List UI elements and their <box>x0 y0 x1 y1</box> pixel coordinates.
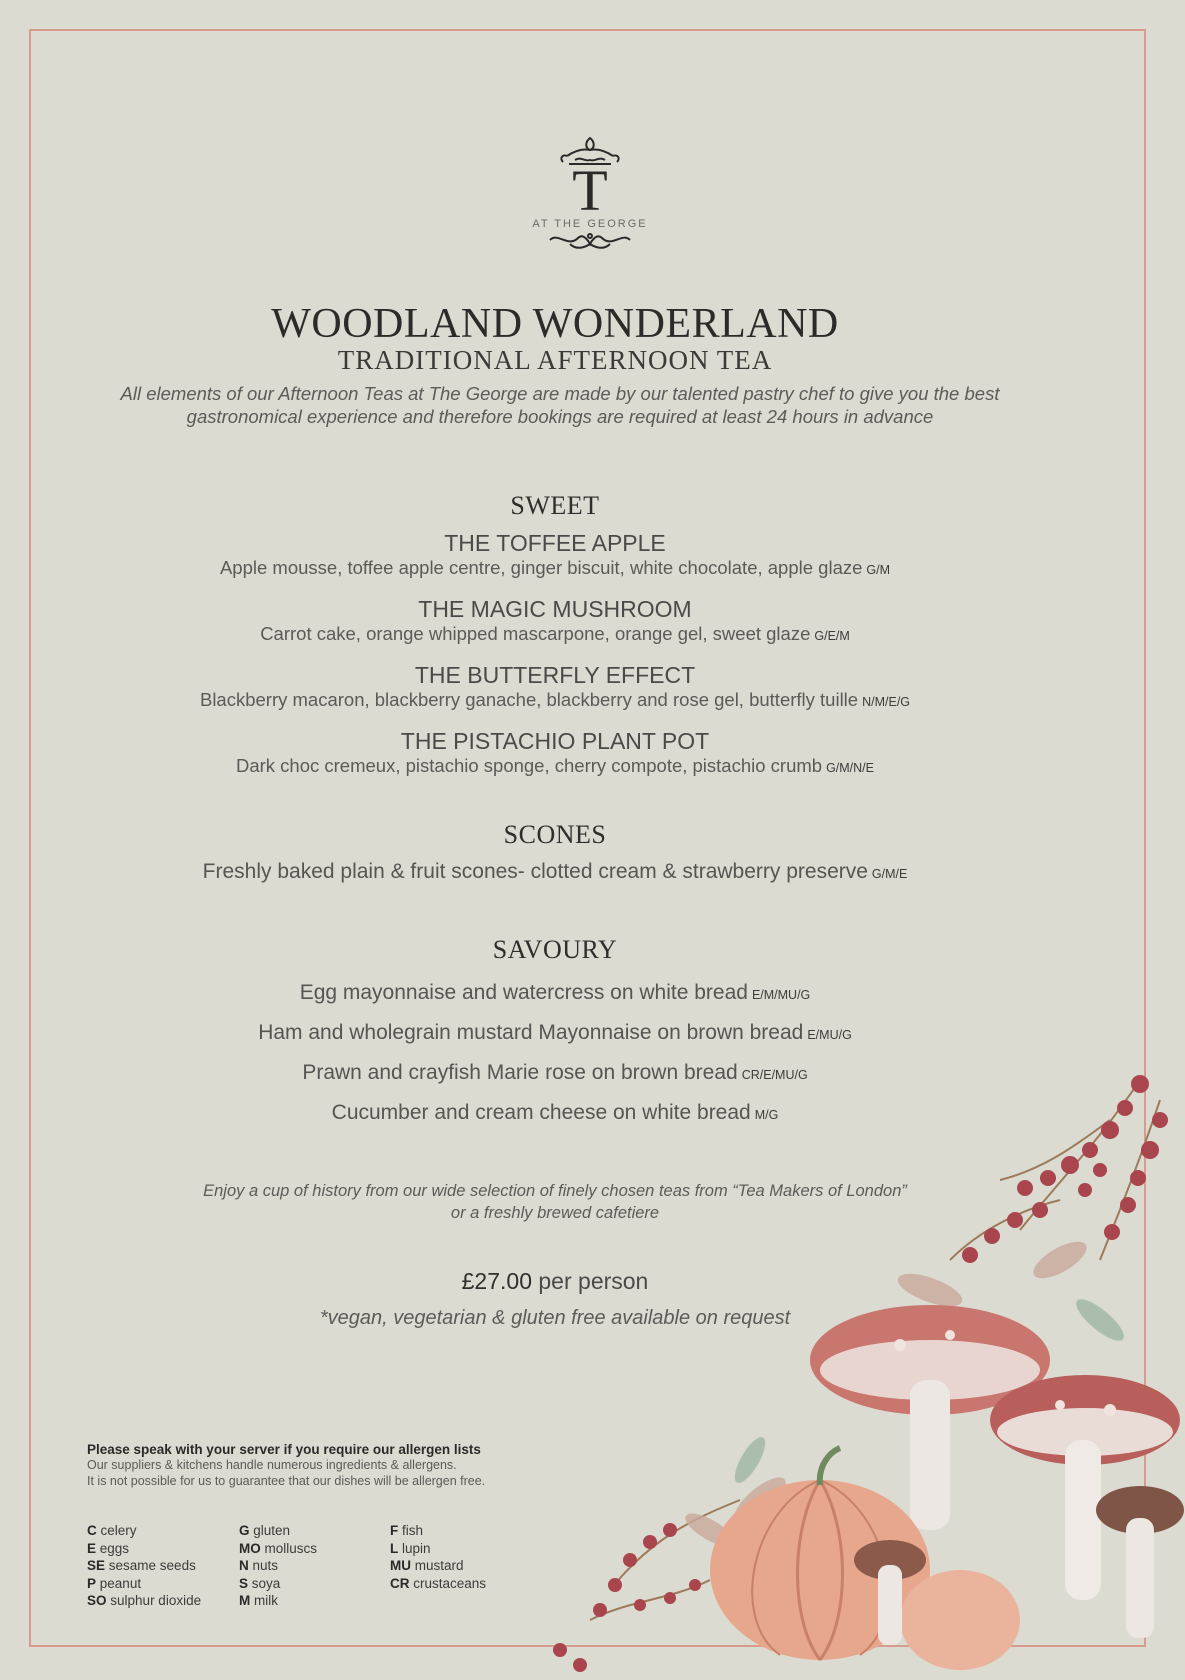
allergen-codes: N/M/E/G <box>862 695 911 709</box>
item-description: Apple mousse, toffee apple centre, ginger biscuit, white chocolate, apple glaze G/M <box>219 557 891 578</box>
legend-entry: F fish <box>390 1523 424 1538</box>
legend-entry: CR crustaceans <box>390 1575 487 1591</box>
item-description: Blackberry macaron, blackberry ganache, blackberry and rose gel, butterfly tuille N/M/E/G <box>199 689 911 710</box>
allergen-codes: G/M/E <box>871 867 908 881</box>
savoury-item: Egg mayonnaise and watercress on white bread E/M/MU/G <box>299 981 811 1004</box>
allergen-info-line-2: It is not possible for us to guarantee that our dishes will be allergen free. <box>87 1474 486 1488</box>
price-unit: per person <box>538 1268 649 1294</box>
sweet-item <box>0 595 1110 647</box>
legend-entry: P peanut <box>87 1575 142 1591</box>
legend-column-1 <box>87 1522 201 1610</box>
allergen-codes: G/M/N/E <box>826 761 874 775</box>
ornament-bottom-icon <box>540 230 640 252</box>
sweet-item <box>0 661 1110 713</box>
intro-text <box>120 382 1000 428</box>
legend-column-2 <box>239 1522 317 1610</box>
logo <box>520 134 660 264</box>
legend-entry: S soya <box>239 1575 281 1591</box>
allergen-info-heading: Please speak with your server if you require our allergen lists <box>87 1442 481 1457</box>
legend-entry: M milk <box>239 1593 279 1608</box>
intro-line-1: All elements of our Afternoon Teas at The George are made by our talented pastry chef to give you the best <box>120 383 1000 404</box>
item-name: THE PISTACHIO PLANT POT <box>400 728 710 754</box>
allergen-info-line-1: Our suppliers & kitchens handle numerous ingredients & allergens. <box>87 1458 457 1472</box>
tea-note-line-1: Enjoy a cup of history from our wide selection of finely chosen teas from “Tea Makers of London” <box>203 1182 907 1200</box>
savoury-item: Cucumber and cream cheese on white bread M/G <box>331 1101 779 1124</box>
sweet-item <box>0 529 1110 581</box>
legend-entry: C celery <box>87 1523 137 1538</box>
menu-title: WOODLAND WONDERLAND <box>271 301 839 347</box>
allergen-codes: E/MU/G <box>807 1028 852 1042</box>
allergen-codes: M/G <box>754 1108 779 1122</box>
legend-entry: E eggs <box>87 1540 130 1556</box>
legend-column-3 <box>390 1522 486 1592</box>
woodland-decoration-icon <box>500 1060 1185 1680</box>
intro-line-2: gastronomical experience and therefore bookings are required at least 24 hours in advance <box>186 406 934 427</box>
allergen-codes: CR/E/MU/G <box>741 1068 808 1082</box>
savoury-item: Ham and wholegrain mustard Mayonnaise on brown bread E/MU/G <box>258 1021 852 1044</box>
price-amount: £27.00 <box>461 1268 532 1294</box>
logo-subtitle: AT THE GEORGE <box>532 218 648 230</box>
legend-entry: SO sulphur dioxide <box>87 1593 202 1608</box>
allergen-codes: G/E/M <box>814 629 850 643</box>
dietary-note: *vegan, vegetarian & gluten free available on request <box>319 1307 791 1329</box>
legend-entry: L lupin <box>390 1540 431 1556</box>
legend-entry: MO molluscs <box>239 1540 318 1556</box>
sweet-item <box>0 727 1110 779</box>
savoury-heading: SAVOURY <box>492 935 618 964</box>
savoury-item: Prawn and crayfish Marie rose on brown bread CR/E/MU/G <box>302 1061 808 1084</box>
sweet-heading: SWEET <box>510 491 600 520</box>
legend-entry: MU mustard <box>390 1558 464 1573</box>
item-name: THE BUTTERFLY EFFECT <box>414 662 696 688</box>
allergen-codes: E/M/MU/G <box>751 988 811 1002</box>
scones-heading: SCONES <box>503 820 607 849</box>
logo-letter: T <box>572 158 608 223</box>
item-description: Dark choc cremeux, pistachio sponge, cherry compote, pistachio crumb G/M/N/E <box>235 755 874 776</box>
tea-note-line-2: or a freshly brewed cafetiere <box>450 1204 660 1222</box>
legend-entry: G gluten <box>239 1523 291 1538</box>
item-description: Carrot cake, orange whipped mascarpone, orange gel, sweet glaze G/E/M <box>260 623 850 644</box>
item-name: THE TOFFEE APPLE <box>444 530 666 556</box>
allergen-codes: G/M <box>866 563 891 577</box>
scones-description: Freshly baked plain & fruit scones- clotted cream & strawberry preserve G/M/E <box>202 860 908 883</box>
legend-entry: SE sesame seeds <box>87 1558 196 1573</box>
item-name: THE MAGIC MUSHROOM <box>418 596 692 622</box>
menu-subtitle: TRADITIONAL AFTERNOON TEA <box>337 345 773 375</box>
legend-entry: N nuts <box>239 1558 279 1573</box>
